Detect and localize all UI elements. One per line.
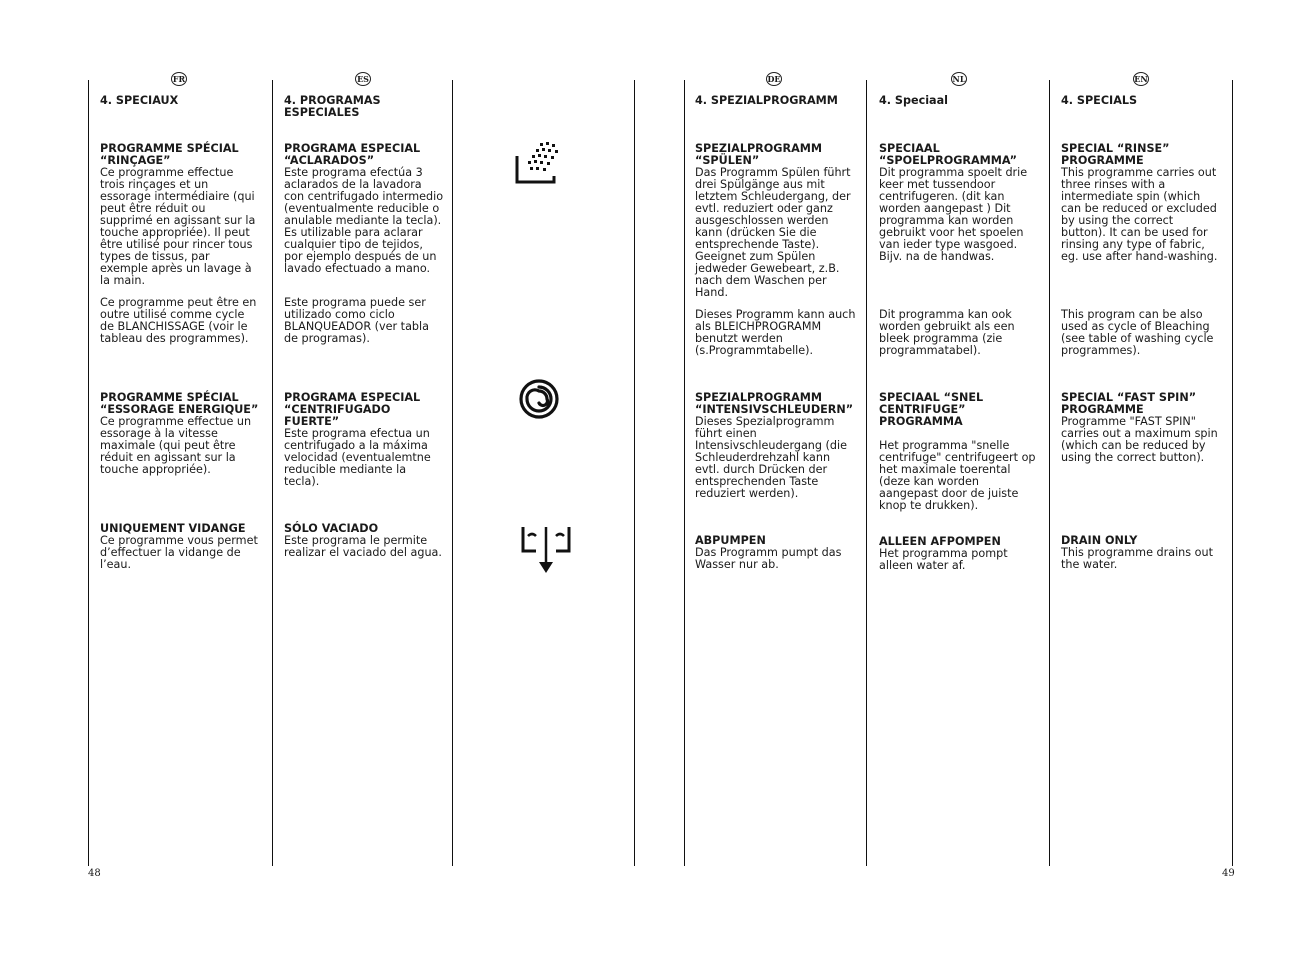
section-text: Het programma pompt alleen water af. [879, 547, 1008, 572]
column-en [1061, 0, 1221, 954]
column-divider [1049, 80, 1050, 866]
spin-section [1061, 392, 1221, 464]
rinse-section [695, 143, 857, 299]
page-number-right: 49 [1222, 868, 1235, 879]
drain-icon [520, 524, 572, 580]
section-title: 4. SPECIALS [1061, 94, 1138, 107]
lang-badge-de: DE [767, 74, 781, 84]
section-text: Este programa puede ser utilizado como ciclo BLANQUEADOR (ver tabla de programas). [284, 296, 429, 345]
section-title: 4. SPEZIALPROGRAMM [695, 94, 838, 107]
column-divider [634, 80, 635, 866]
section-heading: DRAIN ONLY [1061, 534, 1138, 547]
section-heading: SPECIAL “FAST SPIN” PROGRAMME [1061, 391, 1197, 416]
column-divider [452, 80, 453, 866]
rinse-section [1061, 143, 1221, 263]
section-heading: PROGRAMA ESPECIAL “CENTRIFUGADO FUERTE” [284, 391, 421, 428]
section-title: 4. Speciaal [879, 94, 948, 107]
section-title: 4. PROGRAMAS ESPECIALES [284, 94, 381, 119]
drain-section [879, 536, 1039, 572]
lang-badge-fr: FR [172, 74, 186, 84]
lang-badge-es: ES [355, 72, 371, 86]
column-de [695, 0, 855, 954]
section-text: Este programa le permite realizar el vaciado del agua. [284, 534, 442, 559]
rinse-section [100, 143, 260, 287]
column-es [284, 0, 444, 954]
bleach-note [1061, 309, 1221, 357]
column-nl [879, 0, 1039, 954]
section-text: Ce programme effectue trois rinçages et un essorage intermédiaire (qui peut être réduit ou supprimé en agissant sur la touche appropriée). Il peut être utilisé pour rincer tous types de tissus, par exemple après un lavage à la main. [100, 166, 256, 287]
section-text: Ce programme peut être en outre utilisé comme cycle de BLANCHISSAGE (voir le tableau des programmes). [100, 296, 257, 345]
spin-section [695, 392, 857, 500]
spin-section [284, 392, 444, 488]
bleach-note [100, 297, 260, 345]
column-divider [1232, 80, 1233, 866]
section-title: 4. SPECIAUX [100, 94, 179, 107]
spin-icon [518, 378, 560, 424]
section-heading: SÓLO VACIADO [284, 522, 379, 535]
section-heading: PROGRAMA ESPECIAL “ACLARADOS” [284, 142, 421, 167]
section-heading: SPEZIALPROGRAMM “SPÜLEN” [695, 142, 823, 167]
section-heading: SPECIAL “RINSE” PROGRAMME [1061, 142, 1170, 167]
section-text: Das Programm pumpt das Wasser nur ab. [695, 546, 842, 571]
column-divider [88, 80, 89, 866]
section-heading: ABPUMPEN [695, 534, 766, 547]
section-text: Dieses Spezialprogramm führt einen Intensivschleudergang (die Schleuderdrehzahl kann evtl. durch Drücken der entsprechenden Taste reduziert werden). [695, 415, 848, 500]
section-heading: UNIQUEMENT VIDANGE [100, 522, 246, 535]
section-text: Dit programma kan ook worden gebruikt als een bleek programma (zie programmatabel). [879, 308, 1015, 357]
bleach-note [879, 309, 1039, 357]
section-text: This program can be also used as cycle of Bleaching (see table of washing cycle programmes). [1061, 308, 1214, 357]
section-text: Dieses Programm kann auch als BLEICHPROGRAMM benutzt werden (s.Programmtabelle). [695, 308, 856, 357]
lang-badge-en: EN [1134, 74, 1148, 84]
lang-badge-nl: NL [952, 74, 966, 84]
section-text: Este programa efectua un centrifugado a la máxima velocidad (eventualemtne reducible mediante la tecla). [284, 427, 431, 488]
rinse-section [879, 143, 1039, 263]
spin-section [100, 392, 260, 476]
section-text: Het programma "snelle centrifuge" centrifugeert op het maximale toerental (deze kan worden aangepast door de juiste knop te drukken). [879, 439, 1036, 512]
drain-section [284, 523, 444, 559]
section-text: This programme carries out three rinses with a intermediate spin (which can be reduced or excluded by using the correct button). It can be used for rinsing any type of fabric, eg. use after hand-washing. [1061, 166, 1218, 263]
section-text: Este programa efectúa 3 aclarados de la lavadora con centrifugado intermedio (eventualmente reducible o anulable mediante la tecla). Es utilizable para aclarar cualquier tipo de tejidos, por ejemplo después de un lavado efectuado a mano. [284, 166, 444, 275]
section-heading: SPECIAAL “SPOELPROGRAMMA” [879, 142, 1017, 167]
column-divider [272, 80, 273, 866]
section-text: Ce programme vous permet d’effectuer la vidange de l’eau. [100, 534, 258, 571]
section-text: This programme drains out the water. [1061, 546, 1213, 571]
column-divider [684, 80, 685, 866]
rinse-icon [514, 140, 564, 190]
drain-section [100, 523, 260, 571]
column-fr [100, 0, 260, 954]
page-number-left: 48 [88, 868, 101, 879]
rinse-section [284, 143, 444, 275]
spin-section [879, 392, 1039, 512]
section-text: Das Programm Spülen führt drei Spülgänge aus mit letztem Schleudergang, der evtl. reduziert oder ganz ausgeschlossen werden kann (drücken Sie die entsprechende Taste). Geeignet zum Spülen jedweder Gewebeart, z.B. nach dem Waschen per Hand. [695, 166, 851, 299]
section-text: Programme "FAST SPIN" carries out a maximum spin (which can be reduced by using the correct button). [1061, 415, 1218, 464]
section-text: Ce programme effectue un essorage à la vitesse maximale (qui peut être réduit en agissant sur la touche appropriée). [100, 415, 252, 476]
bleach-note [695, 309, 857, 357]
bleach-note [284, 297, 444, 345]
drain-section [1061, 535, 1221, 571]
section-heading: SPEZIALPROGRAMM “INTENSIVSCHLEUDERN” [695, 391, 854, 416]
section-heading: PROGRAMME SPÉCIAL “ESSORAGE ENERGIQUE” [100, 391, 259, 416]
column-divider [866, 80, 867, 866]
section-heading: ALLEEN AFPOMPEN [879, 535, 1001, 548]
section-text: Dit programma spoelt drie keer met tussendoor centrifugeren. (dit kan worden aangepast ) Dit programma kan worden gebruikt voor het spoelen van ieder type wasgoed. Bijv. na de handwas. [879, 166, 1028, 263]
section-heading: SPECIAAL “SNEL CENTRIFUGE” PROGRAMMA [879, 391, 984, 428]
drain-section [695, 535, 857, 571]
section-heading: PROGRAMME SPÉCIAL “RINÇAGE” [100, 142, 239, 167]
